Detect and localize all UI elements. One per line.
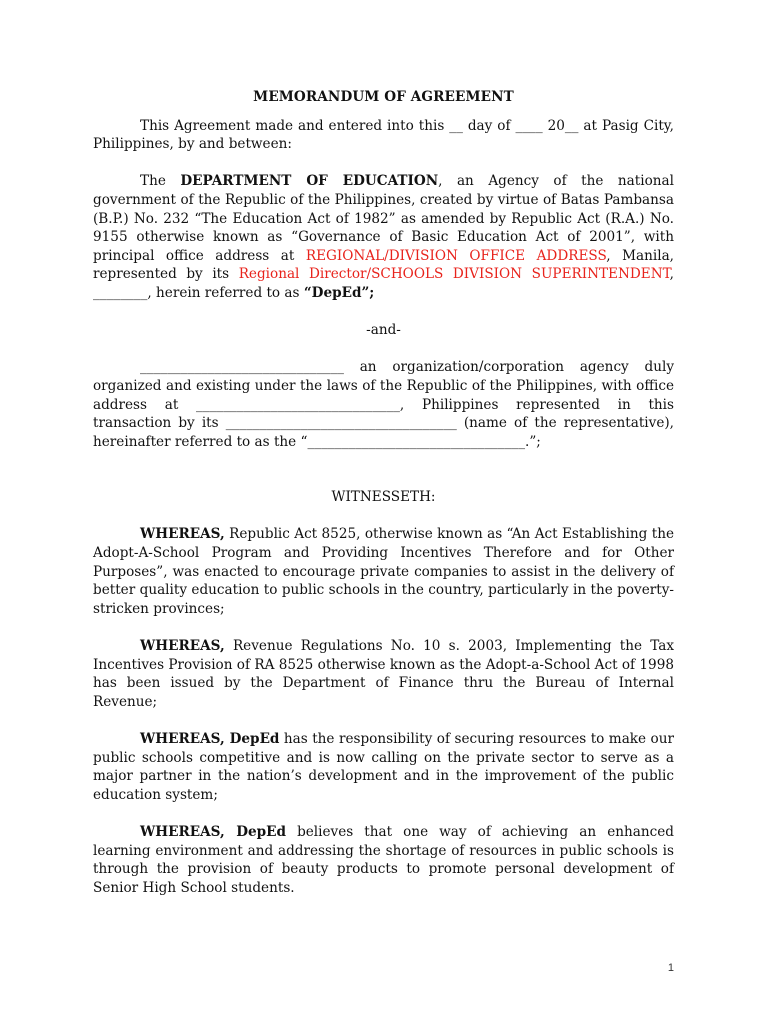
party1-text3: , ________ bbox=[93, 266, 674, 301]
party1-representative: Regional Director/SCHOOLS DIVISION SUPERINTENDENT bbox=[238, 266, 670, 283]
document-title: MEMORANDUM OF AGREEMENT bbox=[253, 89, 514, 105]
whereas-lead: WHEREAS, DepEd bbox=[140, 823, 287, 840]
whereas-clause-1 bbox=[93, 525, 674, 618]
witnesseth-heading: WITNESSETH: bbox=[331, 489, 436, 506]
intro-paragraph: This Agreement made and entered into this __ day of ____ 20__ at Pasig City, Philippines, by and between: bbox=[93, 117, 674, 153]
whereas-text: has the responsibility of securing resources to make our public schools competitive and is now calling on the private sector to serve as a major partner in the nation’s development and in the improvement of the public education system; bbox=[93, 731, 674, 803]
page-number: 1 bbox=[667, 962, 674, 974]
whereas-lead: WHEREAS, bbox=[140, 526, 225, 543]
document-page bbox=[93, 88, 674, 897]
whereas-lead: WHEREAS, bbox=[140, 638, 225, 655]
whereas-clause-4 bbox=[93, 823, 674, 897]
whereas-lead: WHEREAS, DepEd bbox=[140, 731, 280, 747]
party1-text1: , an Agency of the national government of the Republic of the Philippines, created by virtue of Batas Pambansa (B.P.) No. 232 “The Education Act of 1982” as amended by Republic Act (R.A.) No. 9155 otherwise known as “Governance of Basic Education Act of 2001”, with principal office address at bbox=[93, 173, 674, 264]
party1-address: REGIONAL/DIVISION OFFICE ADDRESS bbox=[305, 247, 607, 264]
whereas-text: Republic Act 8525, otherwise known as “An Act Establishing the Adopt-A-School Program and Providing Incentives Therefore and for Other Purposes”, was enacted to encourage private companies to assist in the delivery of better quality education to public schools in the country, particularly in the poverty-stricken provinces; bbox=[93, 526, 674, 617]
party2-paragraph: ______________________________ an organization/corporation agency duly organized and existing under the laws of the Republic of the Philippines, with office address at ______________________________, Philippines represented in this transaction by its __________________________________ (name of the representative), hereinafter referred to as the “________________________________.”; bbox=[93, 359, 674, 450]
party1-paragraph bbox=[93, 172, 674, 302]
party1-name: DEPARTMENT OF EDUCATION bbox=[180, 173, 439, 190]
and-separator: -and- bbox=[366, 322, 401, 339]
whereas-text: believes that one way of achieving an enhanced learning environment and addressing the shortage of resources in public schools is through the provision of beauty products to promote personal development of Senior High School students. bbox=[93, 823, 674, 896]
whereas-clause-3 bbox=[93, 730, 674, 804]
whereas-text: Revenue Regulations No. 10 s. 2003, Implementing the Tax Incentives Provision of RA 8525 otherwise known as the Adopt-a-School Act of 1998 has been issued by the Department of Finance thru the Bureau of Internal Revenue; bbox=[93, 638, 675, 710]
party1-text2: , Manila, represented by its bbox=[93, 247, 675, 283]
whereas-clause-2 bbox=[93, 637, 674, 711]
party1-lead: The bbox=[140, 173, 181, 190]
party1-text4: , herein referred to as bbox=[147, 284, 304, 301]
party1-alias: “DepEd”; bbox=[303, 284, 375, 301]
